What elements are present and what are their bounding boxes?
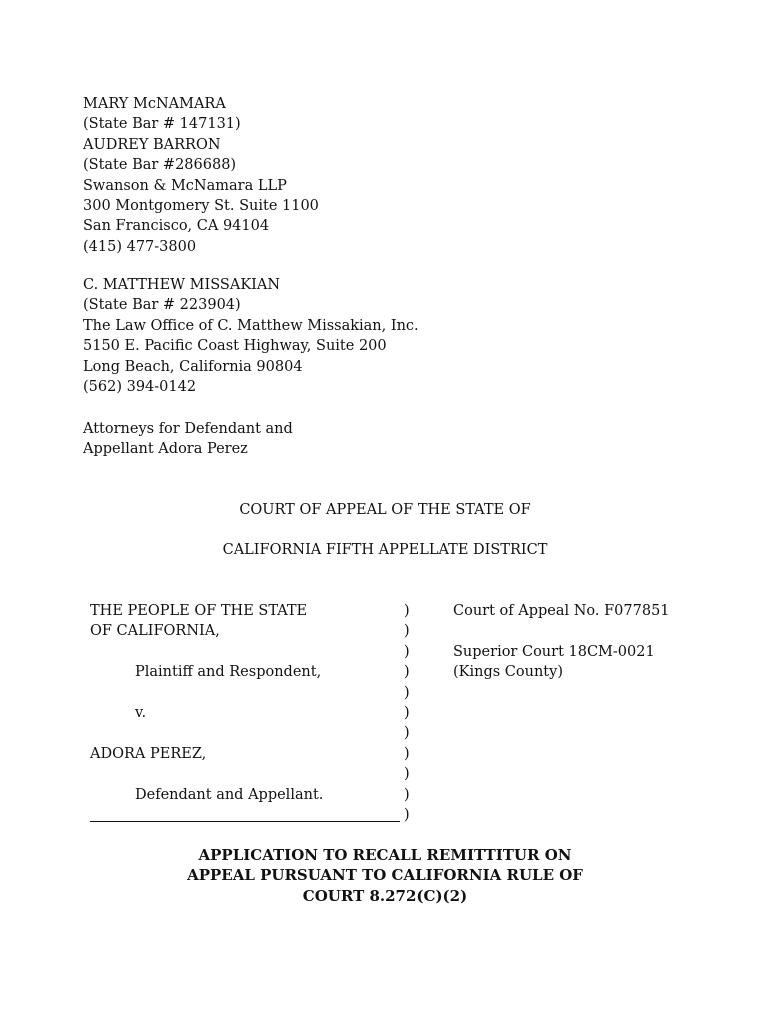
state-bar-number: (State Bar # 223904) <box>83 297 241 314</box>
street-address: 300 Montgomery St. Suite 1100 <box>83 198 319 215</box>
paren: ) <box>404 745 410 762</box>
caption-underline <box>90 821 400 822</box>
street-address: 5150 E. Pacific Coast Highway, Suite 200 <box>83 338 387 355</box>
phone-number: (415) 477-3800 <box>83 238 197 255</box>
attorney-name: C. MATTHEW MISSAKIAN <box>83 277 281 293</box>
appeal-number: Court of Appeal No. F077851 <box>453 603 670 619</box>
county: (Kings County) <box>453 664 563 681</box>
paren: ) <box>404 664 410 681</box>
city-state-zip: Long Beach, California 90804 <box>83 358 303 375</box>
plaintiff-name-line-2: OF CALIFORNIA, <box>90 623 220 640</box>
counsel-block-2 <box>83 275 419 397</box>
plaintiff-role: Plaintiff and Respondent, <box>135 664 322 681</box>
caption-paren-column <box>404 601 418 825</box>
case-numbers <box>453 601 670 683</box>
paren: ) <box>404 786 410 803</box>
paren: ) <box>404 705 410 722</box>
document-title <box>0 845 770 906</box>
court-heading-line-1: COURT OF APPEAL OF THE STATE OF <box>239 502 531 518</box>
plaintiff-name-line-1: THE PEOPLE OF THE STATE <box>90 603 308 619</box>
defendant-role: Defendant and Appellant. <box>135 786 324 803</box>
attorney-name: MARY McNAMARA <box>83 96 226 112</box>
city-state-zip: San Francisco, CA 94104 <box>83 218 270 235</box>
firm-name: The Law Office of C. Matthew Missakian, Inc. <box>83 317 419 334</box>
superior-court-number: Superior Court 18CM-0021 <box>453 643 655 660</box>
defendant-name: ADORA PEREZ, <box>90 745 207 762</box>
paren: ) <box>404 684 410 701</box>
counsel-block-1 <box>83 94 319 257</box>
paren: ) <box>404 603 410 619</box>
phone-number: (562) 394-0142 <box>83 379 197 396</box>
paren: ) <box>404 623 410 640</box>
title-line: APPEAL PURSUANT TO CALIFORNIA RULE OF <box>187 866 583 885</box>
title-line: COURT 8.272(C)(2) <box>302 886 468 905</box>
attorneys-for-line: Appellant Adora Perez <box>83 441 248 458</box>
paren: ) <box>404 766 410 783</box>
attorneys-for-line: Attorneys for Defendant and <box>83 421 293 437</box>
paren: ) <box>404 725 410 742</box>
state-bar-number: (State Bar # 147131) <box>83 116 241 133</box>
attorney-name: AUDREY BARRON <box>83 136 221 153</box>
state-bar-number: (State Bar #286688) <box>83 157 237 174</box>
firm-name: Swanson & McNamara LLP <box>83 177 287 194</box>
court-heading-line-2: CALIFORNIA FIFTH APPELLATE DISTRICT <box>222 542 548 558</box>
paren: ) <box>404 807 410 824</box>
paren: ) <box>404 643 410 660</box>
title-line: APPLICATION TO RECALL REMITTITUR ON <box>198 846 572 864</box>
caption-parties <box>90 601 400 805</box>
attorneys-for-block <box>83 419 293 460</box>
versus: v. <box>135 705 147 721</box>
